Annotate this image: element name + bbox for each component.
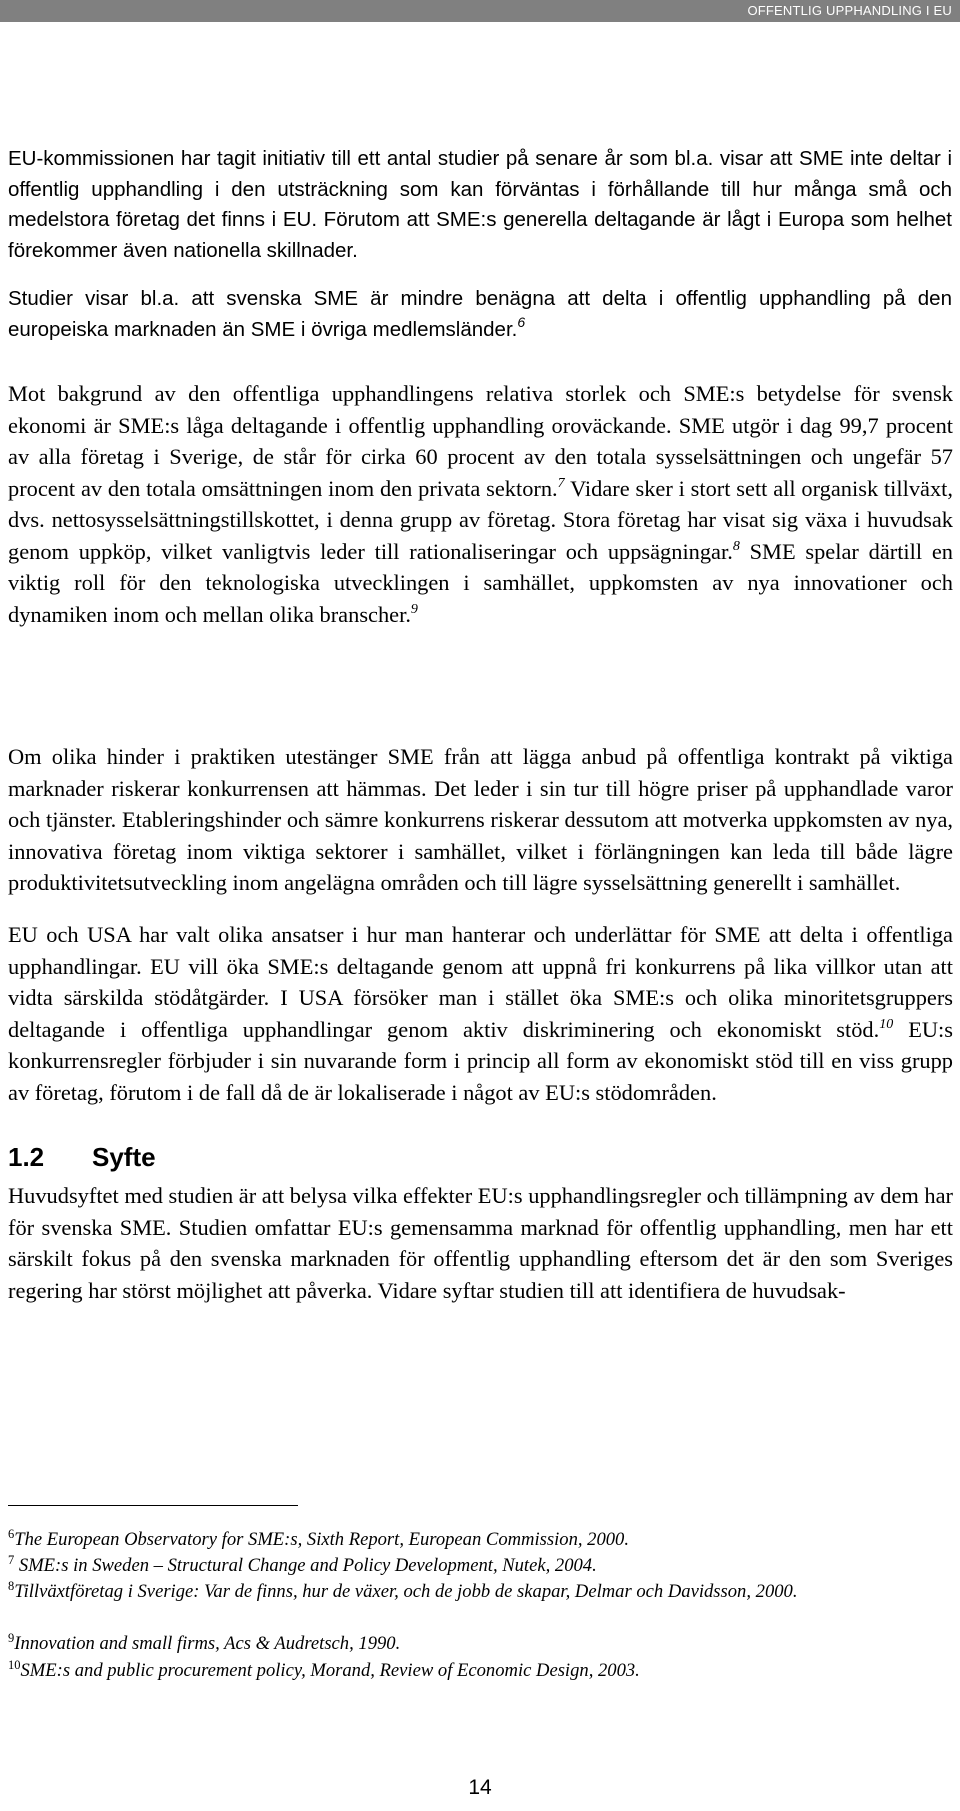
footnote-9-text: Innovation and small firms, Acs & Audretsch, 1990. xyxy=(14,1633,401,1654)
page-number: 14 xyxy=(468,1776,492,1799)
footnote-7 xyxy=(8,1554,953,1578)
paragraph-background xyxy=(8,378,953,630)
paragraph-barriers-text: Om olika hinder i praktiken utestänger SME från att lägga anbud på offentliga kontrakt på viktiga marknader riskerar konkurrensen att hämmas. Det leder i sin tur till högre priser på upphandlade varor och tjänster. Etableringshinder och sämre konkurrens riskerar dessutom att motverka uppkomsten av nya, innovativa företag inom viktiga sektorer i samhället, vilket i förlängningen kan leda till både lägre produktivitetsutveckling inom angelägna områden och till lägre sysselsättning generellt i samhället. xyxy=(8,744,953,895)
footnote-6 xyxy=(8,1528,953,1552)
paragraph-background-text-a: Mot bakgrund av den offentliga upphandlingens relativa storlek och SME:s betydelse för svensk ekonomi är SME:s låga deltagande i offentlig upphandling oroväckande. SME utgör i dag 99,7 procent av alla företag i Sverige, de står för cirka 60 procent av den totala sysselsättningen och ungefär 57 procent av den totala omsättningen inom den privata sektorn. xyxy=(8,381,953,501)
footnote-8-text: Tillväxtföretag i Sverige: Var de finns, hur de växer, och de jobb de skapar, Delmar och Davidsson, 2000. xyxy=(14,1581,798,1602)
paragraph-eu-usa-text-b: EU:s konkurrensregler förbjuder i sin nuvarande form i princip all form av ekonomiskt stöd till en viss grupp av företag, förutom i de fall då de är lokaliserade i något av EU:s stödområden. xyxy=(8,1016,953,1105)
footnote-6-text: The European Observatory for SME:s, Sixth Report, European Commission, 2000. xyxy=(14,1529,629,1550)
footnote-divider xyxy=(8,1505,298,1506)
footnote-ref-6: 6 xyxy=(517,313,526,330)
footnote-9-number: 9 xyxy=(8,1631,15,1645)
paragraph-background-text-c: SME spelar därtill en viktig roll för den teknologiska utvecklingen i samhället, uppkomsten av nya innovationer och dynamiken inom och mellan olika branscher. xyxy=(8,538,953,627)
footnote-7-number: 7 xyxy=(8,1553,15,1567)
footnote-8-number: 8 xyxy=(8,1579,15,1593)
footnote-10-number: 10 xyxy=(8,1658,21,1672)
footnote-ref-9: 9 xyxy=(410,601,418,617)
paragraph-purpose-text: Huvudsyftet med studien är att belysa vilka effekter EU:s upphandlingsregler och tillämpning av dem har för svenska SME. Studien omfattar EU:s gemensamma marknad för offentlig upphandling, men har ett särskilt fokus på den svenska marknaden för offentlig upphandling eftersom det är den som Sveriges regering har störst möjlighet att påverka. Vidare syftar studien till att identifiera de huvudsak- xyxy=(8,1183,953,1303)
paragraph-studies xyxy=(8,284,952,345)
paragraph-studies-text: Studier visar bl.a. att svenska SME är mindre benägna att delta i offentlig upphandling på den europeiska marknaden än SME i övriga medlemsländer. xyxy=(8,287,952,341)
footnote-7-text: SME:s in Sweden – Structural Change and Policy Development, Nutek, 2004. xyxy=(14,1555,597,1576)
footnote-10-text: SME:s and public procurement policy, Morand, Review of Economic Design, 2003. xyxy=(20,1660,640,1681)
footnote-6-number: 6 xyxy=(8,1527,15,1541)
paragraph-intro-text: EU-kommissionen har tagit initiativ till ett antal studier på senare år som bl.a. visar att SME inte deltar i offentlig upphandling i den utsträckning som kan förväntas i förhållande till hur många små och medelstora företag det finns i EU. Förutom att SME:s generella deltagande är lågt i Europa som helhet förekommer även nationella skillnader. xyxy=(8,147,952,262)
running-header xyxy=(0,0,960,22)
section-title: Syfte xyxy=(92,1142,156,1172)
paragraph-barriers xyxy=(8,741,953,899)
footnote-9 xyxy=(8,1632,953,1656)
paragraph-intro xyxy=(8,144,952,266)
footnote-10 xyxy=(8,1659,953,1683)
running-header-title: OFFENTLIG UPPHANDLING I EU xyxy=(747,3,952,18)
footnote-ref-10: 10 xyxy=(879,1016,894,1032)
footnote-ref-8: 8 xyxy=(732,538,740,554)
section-heading xyxy=(8,1142,156,1172)
section-number: 1.2 xyxy=(8,1142,45,1172)
footnote-8 xyxy=(8,1580,953,1604)
paragraph-eu-usa xyxy=(8,919,953,1108)
paragraph-eu-usa-text-a: EU och USA har valt olika ansatser i hur man hanterar och underlättar för SME att delta i offentliga upphandlingar. EU vill öka SME:s deltagande genom att uppnå fri konkurrens på lika villkor utan att vidta särskilda stödåtgärder. I USA försöker man i stället öka SME:s och olika minoritetsgruppers deltagande i offentliga upphandlingar genom aktiv diskriminering och ekonomiskt stöd. xyxy=(8,922,953,1042)
paragraph-background-text-b: Vidare sker i stort sett all organisk tillväxt, dvs. nettosysselsättningstillskottet, i denna grupp av företag. Stora företag har visat sig växa i huvudsak genom uppköp, vilket vanligtvis leder till rationaliseringar och uppsägningar. xyxy=(8,475,953,564)
footnote-ref-7: 7 xyxy=(557,475,565,491)
paragraph-purpose xyxy=(8,1180,953,1306)
